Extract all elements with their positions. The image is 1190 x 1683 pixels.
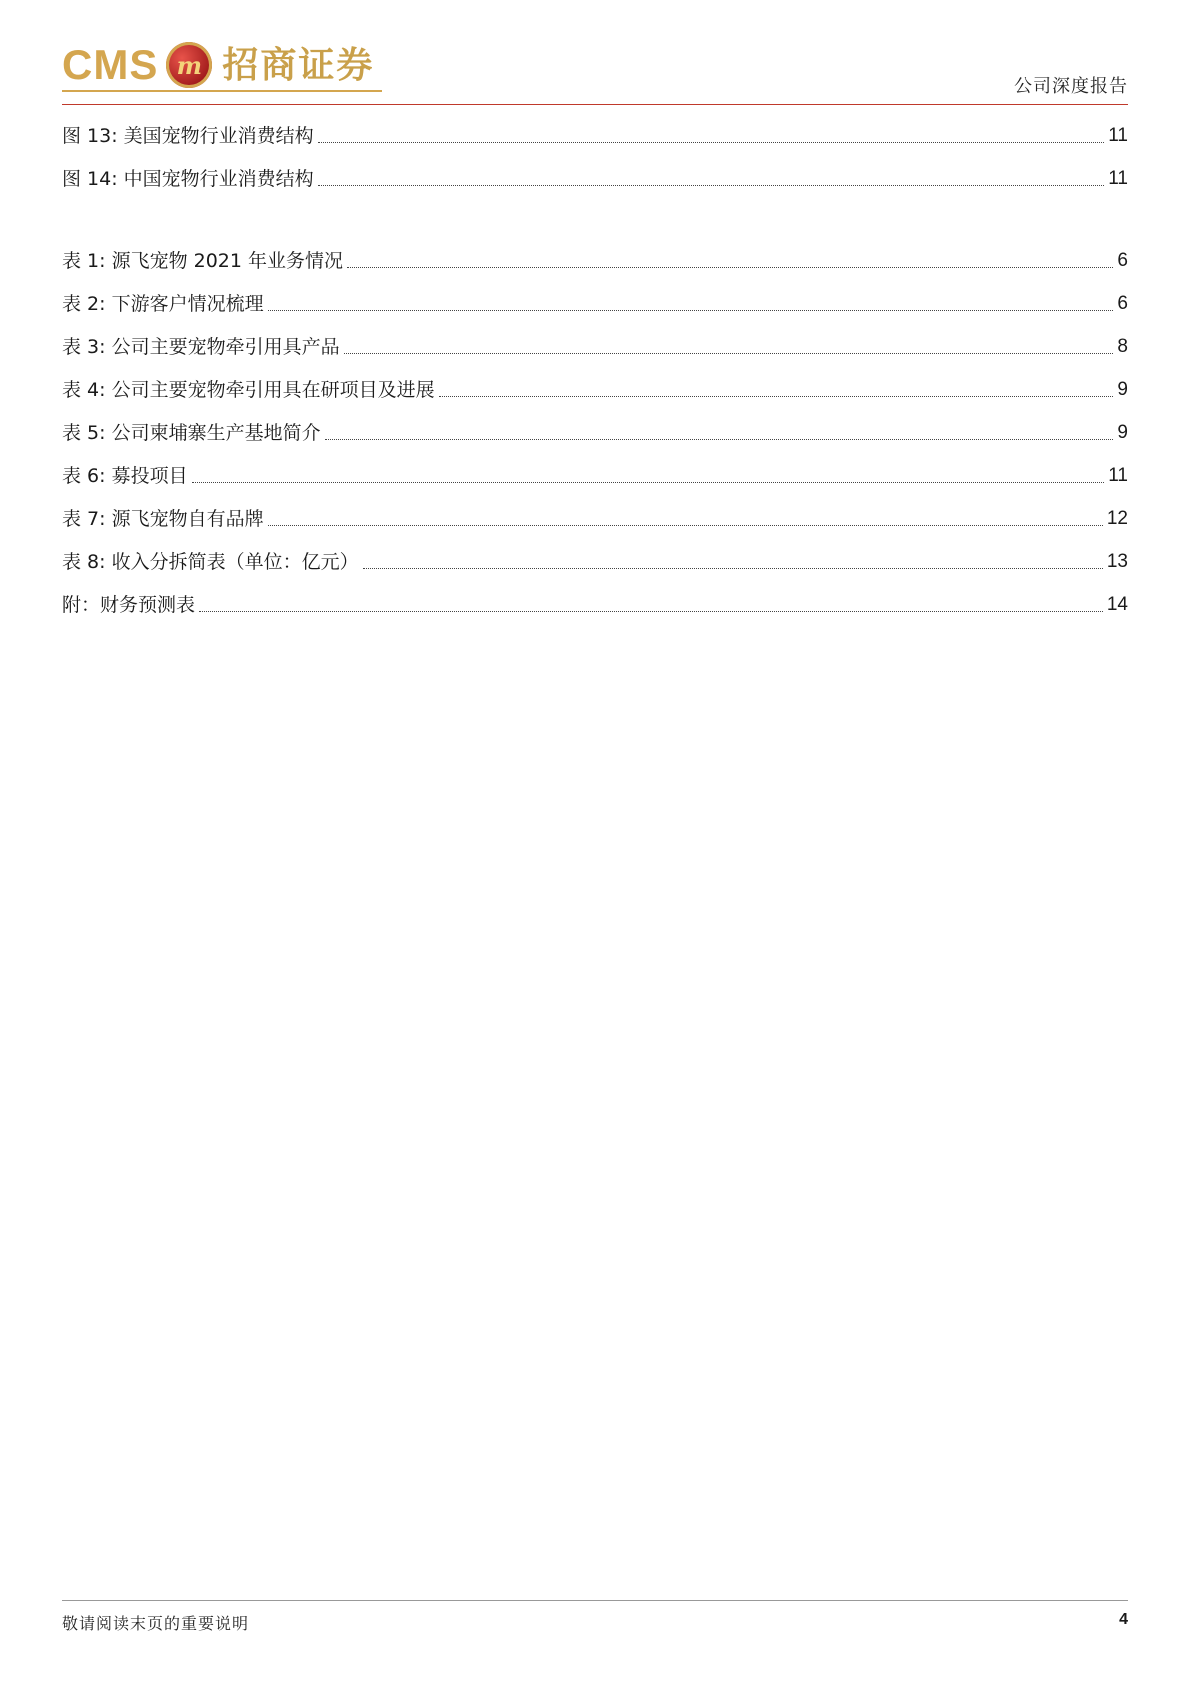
report-type: 公司深度报告 <box>1014 76 1128 97</box>
toc-entry-table-4[interactable] <box>62 372 1128 402</box>
logo-chinese: 招商证券 <box>222 44 375 86</box>
logo-badge-glyph: m <box>176 50 203 80</box>
toc-entry-page: 13 <box>1106 551 1128 572</box>
toc-entry-page: 6 <box>1117 293 1128 314</box>
toc-entry-label: 表 4: 公司主要宠物牵引用具在研项目及进展 <box>62 379 435 401</box>
toc-leader-dots <box>325 439 1114 440</box>
toc-entry-page: 11 <box>1108 465 1128 486</box>
toc-entry-page: 9 <box>1117 422 1128 443</box>
toc-entry-table-2[interactable] <box>62 286 1128 316</box>
toc-entry-page: 11 <box>1108 168 1128 189</box>
toc-leader-dots <box>268 525 1103 526</box>
toc-entry-label: 表 7: 源飞宠物自有品牌 <box>62 508 264 530</box>
footer-note: 敬请阅读末页的重要说明 <box>62 1614 250 1633</box>
toc-leader-dots <box>439 396 1114 397</box>
toc-entry-label: 表 8: 收入分拆简表（单位：亿元） <box>62 551 359 573</box>
toc-leader-dots <box>199 611 1103 612</box>
cms-logo <box>62 42 374 88</box>
toc-entry-table-7[interactable] <box>62 501 1128 531</box>
toc-entry-label: 表 5: 公司柬埔寨生产基地简介 <box>62 422 321 444</box>
logo-latin: CMS <box>62 41 159 88</box>
toc-entry-table-5[interactable] <box>62 415 1128 445</box>
toc-entry-label: 表 1: 源飞宠物 2021 年业务情况 <box>62 250 344 272</box>
toc-entry-table-3[interactable] <box>62 329 1128 359</box>
toc-entry-page: 6 <box>1117 250 1128 271</box>
toc-entry-page: 12 <box>1106 508 1128 529</box>
toc-entry-page: 11 <box>1108 125 1128 146</box>
toc-entry-figure-13[interactable] <box>62 118 1128 148</box>
toc-entry-figure-14[interactable] <box>62 161 1128 191</box>
toc-leader-dots <box>192 482 1105 483</box>
toc-entry-table-1[interactable] <box>62 243 1128 273</box>
toc-entry-label: 附：财务预测表 <box>62 594 196 616</box>
toc-leader-dots <box>347 267 1113 268</box>
toc-entry-page: 14 <box>1106 594 1128 615</box>
toc-entry-label: 表 3: 公司主要宠物牵引用具产品 <box>62 336 340 358</box>
toc-entry-label: 表 2: 下游客户情况梳理 <box>62 293 264 315</box>
toc-entry-page: 9 <box>1117 379 1128 400</box>
toc-entry-label: 表 6: 募投项目 <box>62 465 188 487</box>
page-number: 4 <box>1119 1611 1128 1628</box>
logo-badge-icon <box>166 42 212 88</box>
toc-leader-dots <box>344 353 1114 354</box>
toc-entry-appendix[interactable] <box>62 587 1128 617</box>
toc-leader-dots <box>268 310 1114 311</box>
toc-leader-dots <box>363 568 1103 569</box>
page-footer <box>62 1600 1128 1641</box>
toc-entry-label: 图 13: 美国宠物行业消费结构 <box>62 125 314 147</box>
toc-entry-table-6[interactable] <box>62 458 1128 488</box>
logo-underline <box>62 90 382 92</box>
toc-entry-label: 图 14: 中国宠物行业消费结构 <box>62 168 314 190</box>
toc-entry-table-8[interactable] <box>62 544 1128 574</box>
toc-leader-dots <box>318 142 1105 143</box>
toc-entry-page: 8 <box>1117 336 1128 357</box>
toc-leader-dots <box>318 185 1105 186</box>
page-header <box>62 40 1128 105</box>
